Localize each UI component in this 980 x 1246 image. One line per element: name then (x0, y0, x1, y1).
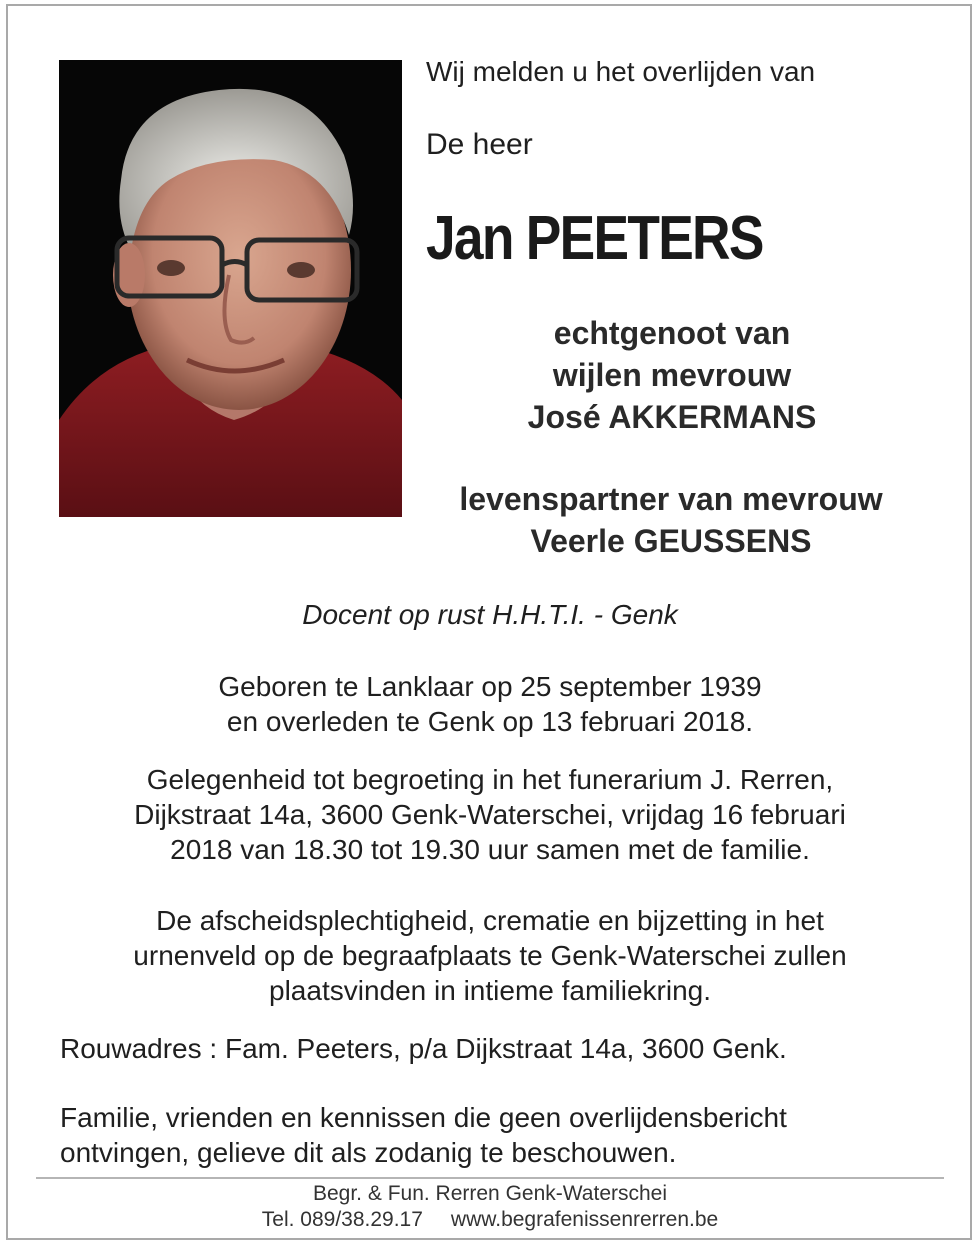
birth-death-block (40, 669, 940, 739)
visitation-block (40, 762, 940, 867)
visitation-line: Gelegenheid tot begroeting in het funerarium J. Rerren, (146, 764, 834, 795)
visitation-line: Dijkstraat 14a, 3600 Genk-Waterschei, vrijdag 16 februari (134, 799, 846, 830)
spouse-line: echtgenoot van (553, 315, 791, 351)
salutation: De heer (426, 128, 533, 161)
deceased-name: Jan PEETERS (426, 204, 763, 273)
occupation: Docent op rust H.H.T.I. - Genk (302, 599, 678, 630)
funeral-line: De afscheidsplechtigheid, crematie en bijzetting in het (156, 905, 824, 936)
birth-line: Geboren te Lanklaar op 25 september 1939 (218, 671, 762, 702)
funeral-line: urnenveld op de begraafplaats te Genk-Waterschei zullen (133, 940, 847, 971)
death-line: en overleden te Genk op 13 februari 2018. (226, 706, 754, 737)
funeral-company: Begr. & Fun. Rerren Genk-Waterschei (312, 1182, 668, 1205)
footer-contact (40, 1208, 940, 1232)
family-note (60, 1100, 940, 1170)
portrait-photo (59, 60, 402, 517)
footer-divider (36, 1177, 944, 1179)
family-note-line: Familie, vrienden en kennissen die geen overlijdensbericht (60, 1102, 787, 1133)
family-note-line: ontvingen, gelieve dit als zodanig te beschouwen. (60, 1137, 677, 1168)
spouse-block (432, 312, 912, 438)
spouse-name: José AKKERMANS (527, 399, 817, 435)
funeral-block (40, 903, 940, 1008)
website-link[interactable]: www.begrafenissenrerren.be (450, 1208, 719, 1231)
phone-number: Tel. 089/38.29.17 (261, 1208, 423, 1231)
portrait-icon (59, 60, 402, 517)
visitation-line: 2018 van 18.30 tot 19.30 uur samen met de familie. (170, 834, 810, 865)
partner-line: levenspartner van mevrouw (459, 481, 883, 517)
partner-name: Veerle GEUSSENS (530, 523, 812, 559)
mourning-address: Rouwadres : Fam. Peeters, p/a Dijkstraat 14a, 3600 Genk. (60, 1033, 787, 1064)
intro-text: Wij melden u het overlijden van (426, 56, 816, 87)
funeral-line: plaatsvinden in intieme familiekring. (269, 975, 711, 1006)
partner-block (420, 478, 922, 562)
spouse-line: wijlen mevrouw (552, 357, 792, 393)
